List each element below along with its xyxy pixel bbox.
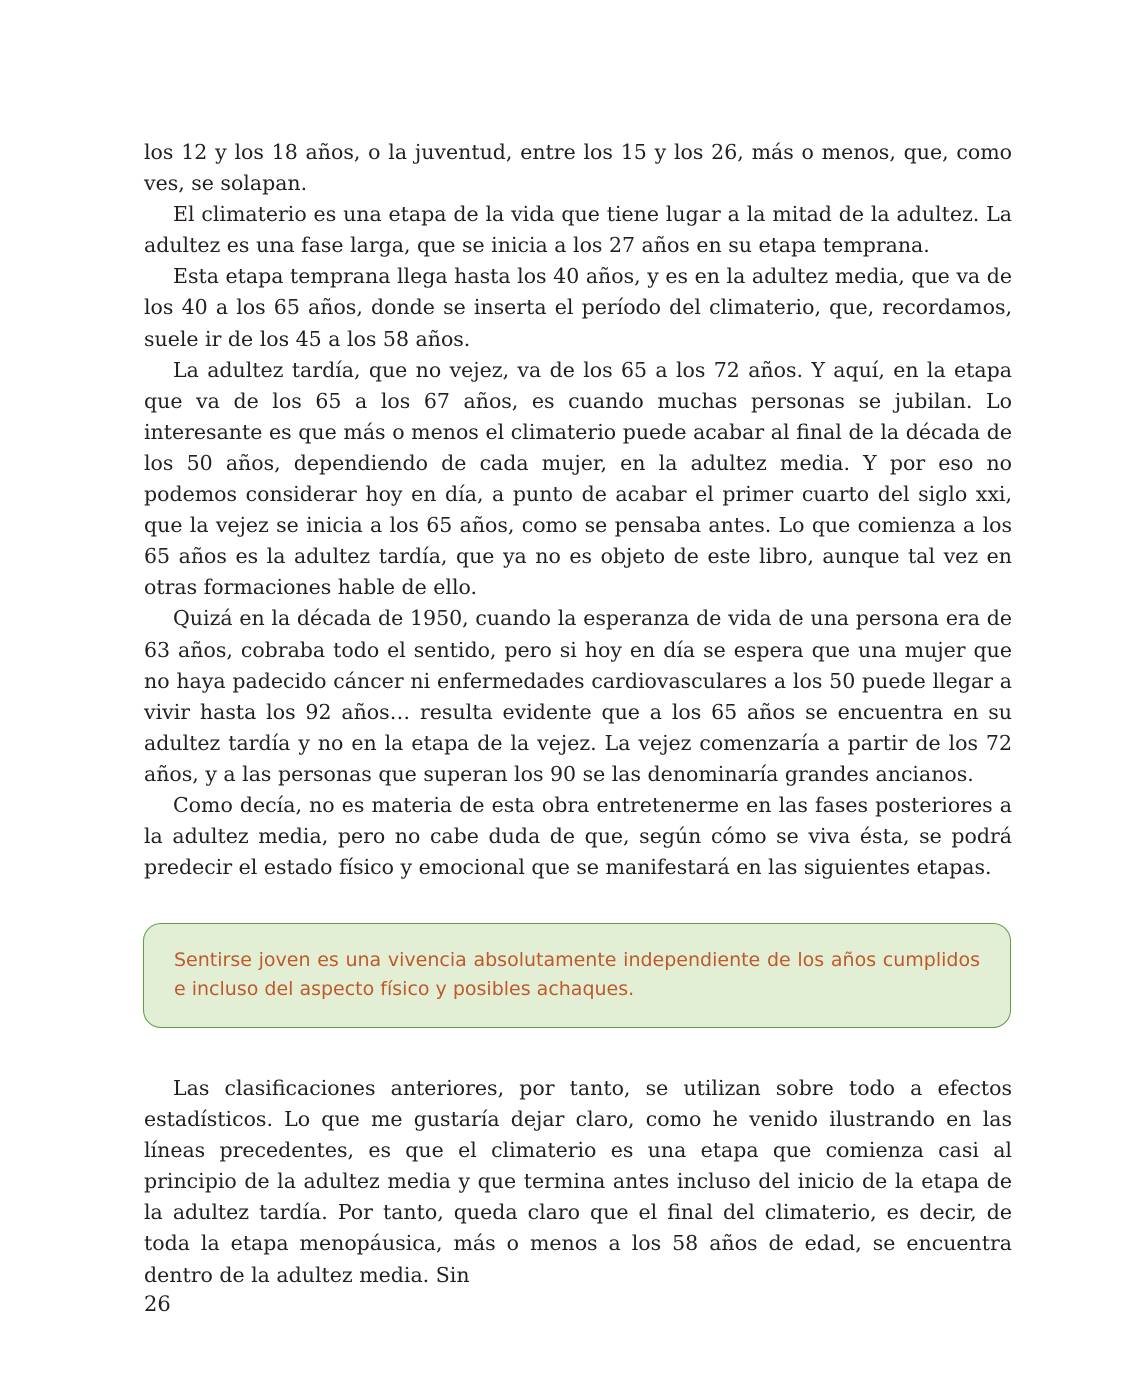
paragraph: Quizá en la década de 1950, cuando la esperanza de vida de una persona era de 63 años, cobraba todo el sentido, pero si hoy en día se espera que una mujer que no haya padecido cáncer ni enfermedades cardiovasculares a los 50 puede llegar a vivir hasta los 92 años… resulta evidente que a los 65 años se encuentra en su adultez tardía y no en la etapa de la vejez. La vejez comenzaría a partir de los 72 años, y a las personas que superan los 90 se las denominaría grandes ancianos. — [144, 606, 1012, 786]
callout-text: Sentirse joven es una vivencia absolutamente independiente de los años cumplidos e incluso del aspecto físico y posibles achaques. — [174, 949, 980, 1000]
body-text-bottom — [144, 1073, 1012, 1291]
paragraph: Como decía, no es materia de esta obra entretenerme en las fases posteriores a la adultez media, pero no cabe duda de que, según cómo se viva ésta, se podrá predecir el estado físico y emocional que se manifestará en las siguientes etapas. — [144, 792, 1012, 880]
paragraph: El climaterio es una etapa de la vida que tiene lugar a la mitad de la adultez. La adultez es una fase larga, que se inicia a los 27 años en su etapa temprana. — [144, 202, 1012, 258]
paragraph: Esta etapa temprana llega hasta los 40 años, y es en la adultez media, que va de los 40 a los 65 años, donde se inserta el período del climaterio, que, recordamos, suele ir de los 45 a los 58 años. — [144, 264, 1012, 351]
body-text-top — [144, 137, 1012, 883]
paragraph-continued: los 12 y los 18 años, o la juventud, entre los 15 y los 26, más o menos, que, como ves, se solapan. — [144, 140, 1012, 196]
highlight-callout-box — [143, 923, 1011, 1028]
paragraph: Las clasificaciones anteriores, por tanto, se utilizan sobre todo a efectos estadísticos. Lo que me gustaría dejar claro, como he venido ilustrando en las líneas precedentes, es que el climaterio es una etapa que comienza casi al principio de la adultez media y que termina antes incluso del inicio de la etapa de la adultez tardía. Por tanto, queda claro que el final del climaterio, es decir, de toda la etapa menopáusica, más o menos a los 58 años de edad, se encuentra dentro de la adultez media. Sin — [144, 1076, 1012, 1287]
paragraph: La adultez tardía, que no vejez, va de los 65 a los 72 años. Y aquí, en la etapa que va de los 65 a los 67 años, es cuando muchas personas se jubilan. Lo interesante es que más o menos el climaterio puede acabar al final de la década de los 50 años, dependiendo de cada mujer, en la adultez media. Y por eso no podemos considerar hoy en día, a punto de acabar el primer cuarto del siglo xxi, que la vejez se inicia a los 65 años, como se pensaba antes. Lo que comienza a los 65 años es la adultez tardía, que ya no es objeto de este libro, aunque tal vez en otras formaciones hable de ello. — [144, 357, 1012, 600]
page-number: 26 — [144, 1292, 171, 1316]
